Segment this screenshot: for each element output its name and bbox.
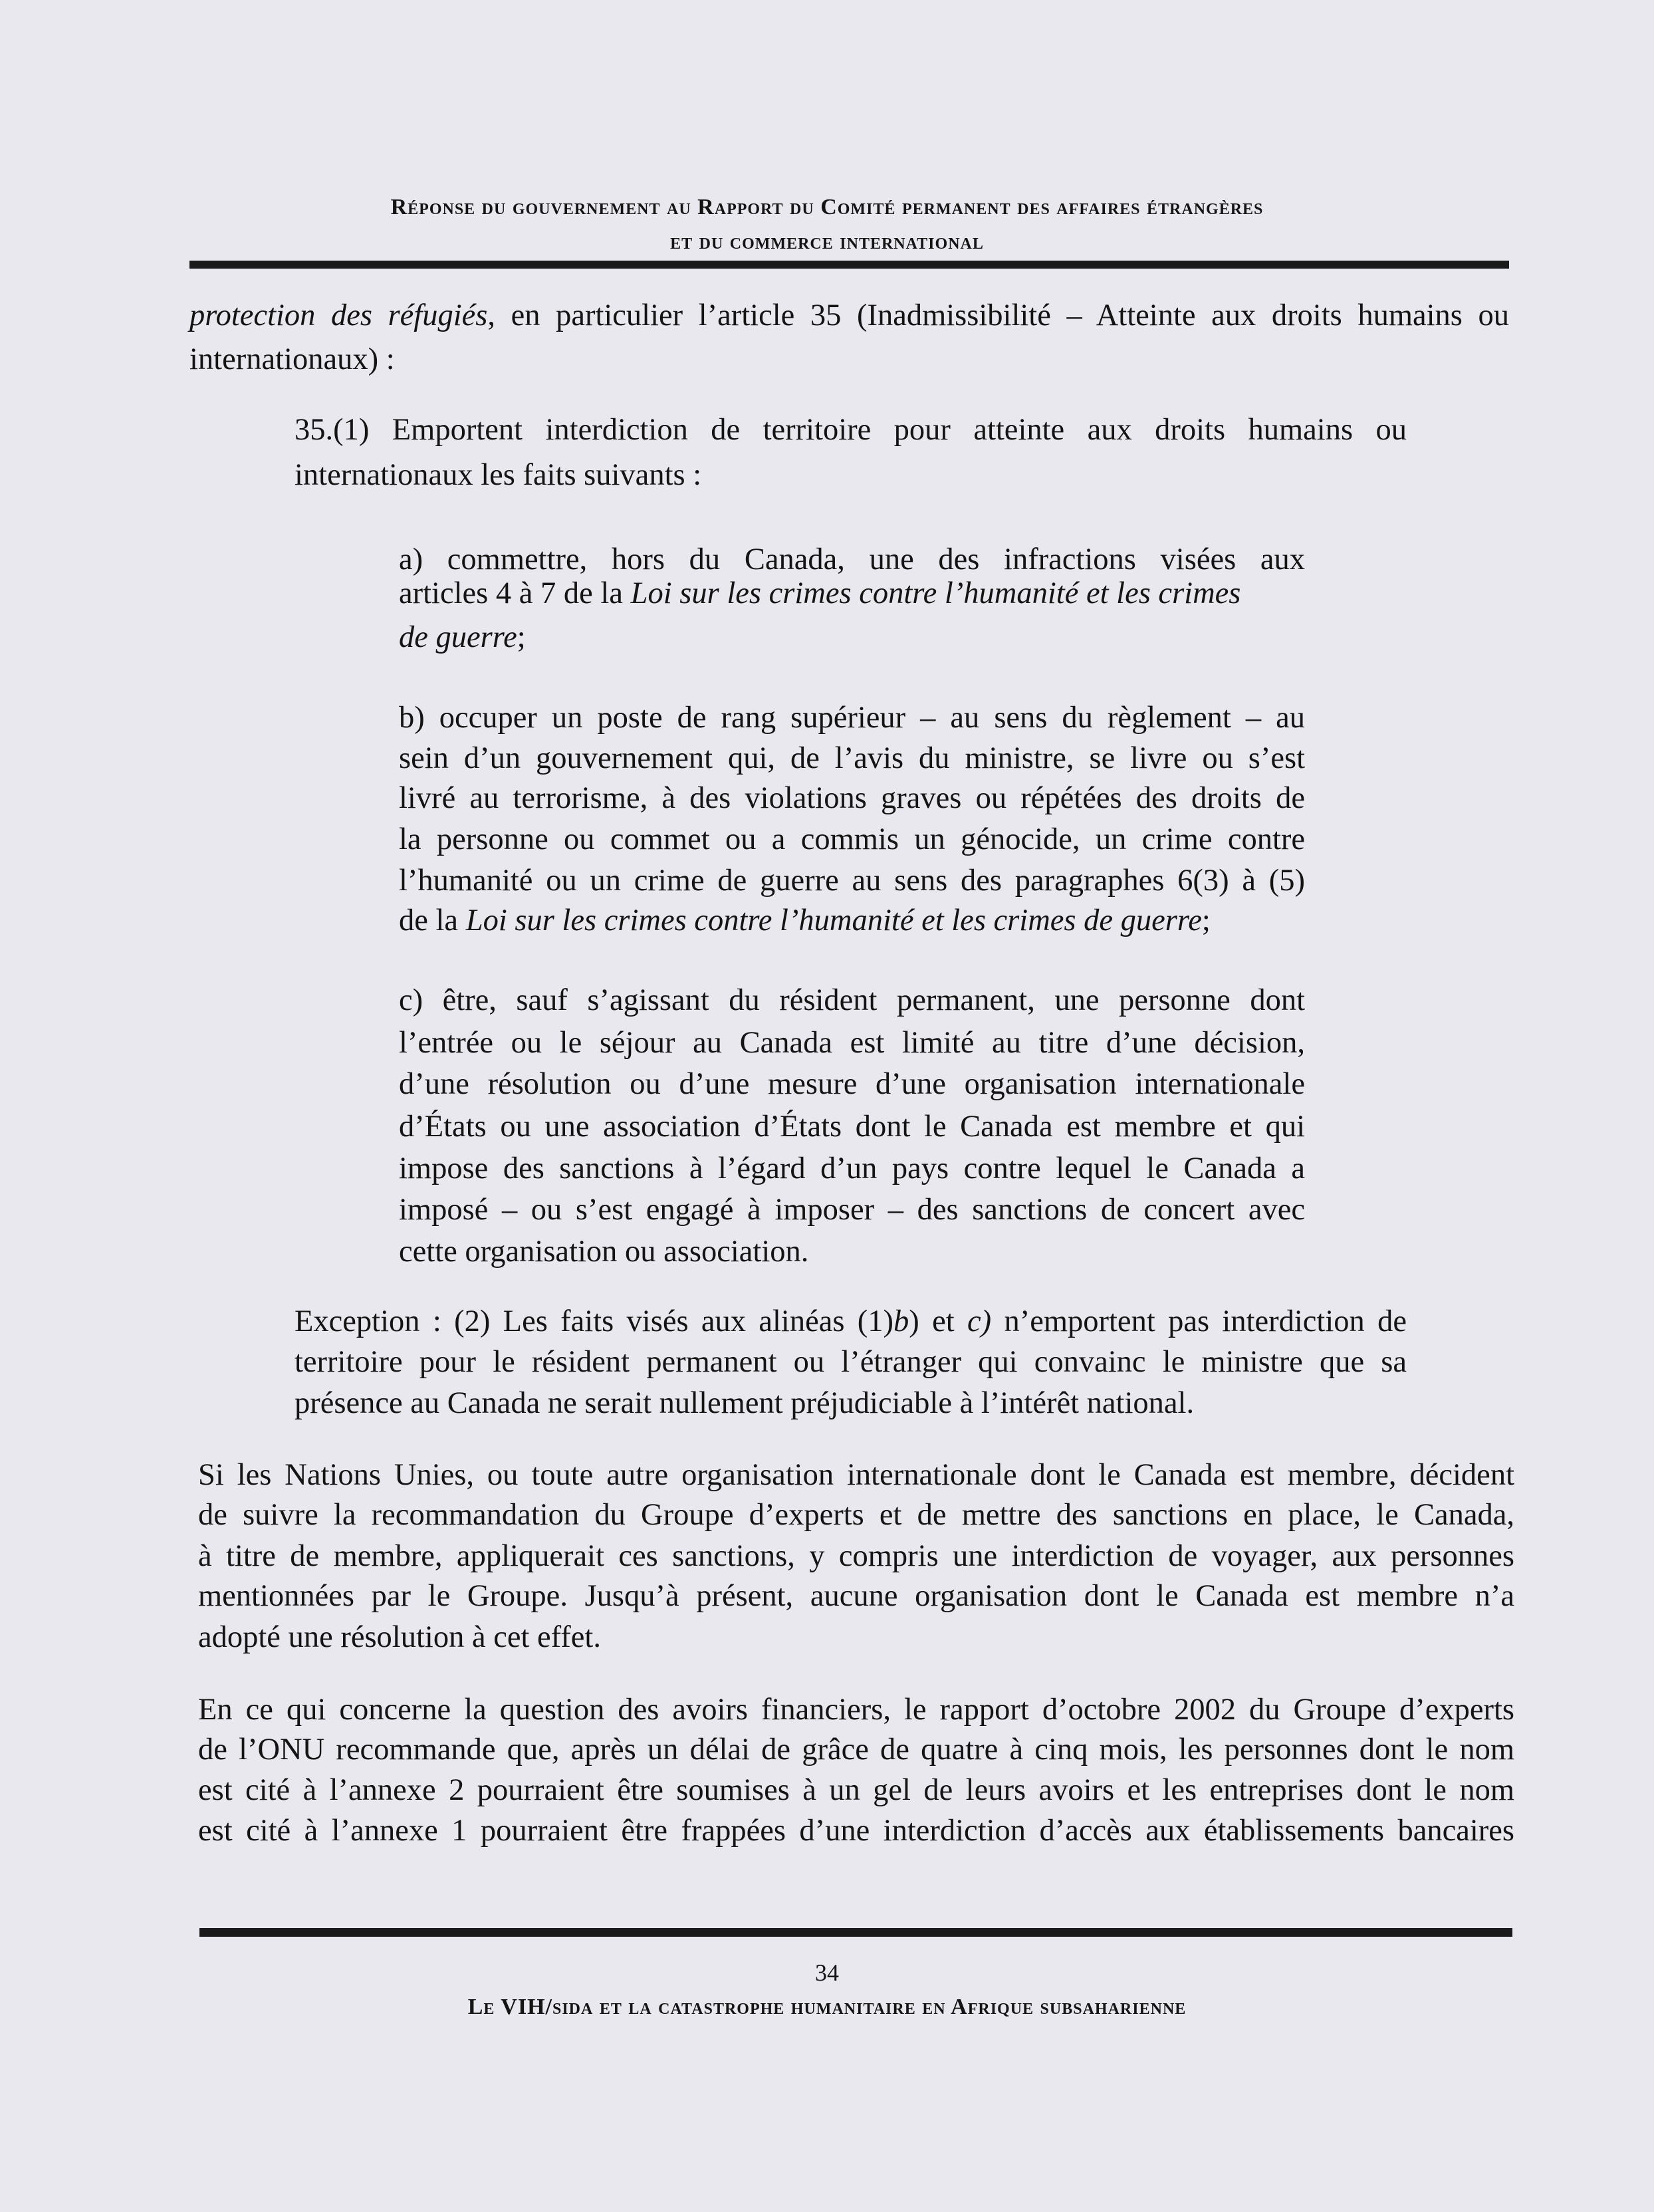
exception-line-3: présence au Canada ne serait nullement préjudiciable à l’intérêt national. <box>295 1386 1195 1420</box>
item-b-line-6 <box>399 900 1211 941</box>
section-35-line-1: 35.(1) Emportent interdiction de territoire pour atteinte aux droits humains ou <box>295 413 1407 447</box>
item-c-line-6: imposé – ou s’est engagé à imposer – des sanctions de concert avec <box>399 1193 1305 1227</box>
page-number: 34 <box>815 1959 839 1986</box>
item-b-line-1: b) occuper un poste de rang supérieur – au sens du règlement – au <box>399 701 1305 735</box>
running-header-line2: et du commerce international <box>670 229 984 254</box>
item-c-line-4: d’États ou une association d’États dont le Canada est membre et qui <box>399 1110 1305 1144</box>
para-un-line-2: de suivre la recommandation du Groupe d’experts et de mettre des sanctions en place, le Canada, <box>198 1498 1514 1532</box>
para-un-line-1: Si les Nations Unies, ou toute autre organisation internationale dont le Canada est membre, décident <box>198 1458 1514 1492</box>
running-header-line1: Réponse du gouvernement au Rapport du Comité permanent des affaires étrangères <box>390 195 1264 219</box>
item-b-line-4: la personne ou commet ou a commis un génocide, un crime contre <box>399 822 1305 856</box>
section-35-line-2: internationaux les faits suivants : <box>295 458 702 492</box>
item-b-line-6-text: de la <box>399 904 466 937</box>
item-a-law-title: Loi sur les crimes contre l’humanité et les crimes <box>630 576 1241 610</box>
exception-line-1 <box>295 1301 1407 1342</box>
para-un-line-3: à titre de membre, appliquerait ces sanctions, y compris une interdiction de voyager, aux personnes <box>198 1539 1514 1573</box>
item-b-line-5: l’humanité ou un crime de guerre au sens des paragraphes 6(3) à (5) <box>399 864 1305 898</box>
exception-text-3: n’emportent pas interdiction de <box>991 1304 1407 1338</box>
intro-line-2: internationaux) : <box>189 342 395 376</box>
item-a-line-3 <box>399 617 526 658</box>
intro-line-1 <box>189 295 1509 336</box>
para-avoirs-line-2: de l’ONU recommande que, après un délai de grâce de quatre à cinq mois, les personnes dont le nom <box>198 1733 1514 1767</box>
para-avoirs-line-4: est cité à l’annexe 1 pourraient être frappées d’une interdiction d’accès aux établissements bancaires <box>198 1814 1514 1848</box>
item-a-law-title-end: de guerre <box>399 620 517 654</box>
exception-italic-b: b <box>893 1304 909 1338</box>
exception-italic-c: c) <box>967 1304 992 1338</box>
header-rule <box>189 261 1509 269</box>
running-footer: Le VIH/sida et la catastrophe humanitaire en Afrique subsaharienne <box>467 1995 1187 2019</box>
item-b-line-3: livré au terrorisme, à des violations graves ou répétées des droits de <box>399 781 1305 815</box>
exception-line-2: territoire pour le résident permanent ou l’étranger qui convainc le ministre que sa <box>295 1345 1407 1379</box>
item-a-line-1: a) commettre, hors du Canada, une des infractions visées aux <box>399 543 1305 576</box>
item-a-line-2-text: articles 4 à 7 de la <box>399 576 631 610</box>
item-a-line-2 <box>399 573 1240 614</box>
item-b-punct: ; <box>1201 904 1211 937</box>
intro-line-1-text: , en particulier l’article 35 (Inadmissibilité – Atteinte aux droits humains ou <box>487 299 1509 332</box>
item-c-line-2: l’entrée ou le séjour au Canada est limité au titre d’une décision, <box>399 1026 1305 1060</box>
para-un-line-4: mentionnées par le Groupe. Jusqu’à présent, aucune organisation dont le Canada est membre n’a <box>198 1579 1514 1613</box>
footer-rule <box>199 1928 1512 1937</box>
item-b-law-title: Loi sur les crimes contre l’humanité et les crimes de guerre <box>465 904 1202 937</box>
exception-text-1: Exception : (2) Les faits visés aux alinéas (1) <box>295 1304 894 1338</box>
item-c-line-7: cette organisation ou association. <box>399 1235 809 1269</box>
exception-text-2: ) et <box>909 1304 968 1338</box>
para-avoirs-line-3: est cité à l’annexe 2 pourraient être soumises à un gel de leurs avoirs et les entreprises dont le nom <box>198 1773 1514 1807</box>
para-un-line-5: adopté une résolution à cet effet. <box>198 1620 601 1654</box>
item-c-line-5: impose des sanctions à l’égard d’un pays contre lequel le Canada a <box>399 1152 1305 1185</box>
para-avoirs-line-1: En ce qui concerne la question des avoirs financiers, le rapport d’octobre 2002 du Groupe d’experts <box>198 1693 1514 1727</box>
item-b-line-2: sein d’un gouvernement qui, de l’avis du ministre, se livre ou s’est <box>399 741 1305 775</box>
intro-italic-title: protection des réfugiés <box>189 299 488 332</box>
item-a-punct: ; <box>517 620 526 654</box>
item-c-line-1: c) être, sauf s’agissant du résident permanent, une personne dont <box>399 983 1305 1017</box>
item-c-line-3: d’une résolution ou d’une mesure d’une organisation internationale <box>399 1067 1305 1101</box>
